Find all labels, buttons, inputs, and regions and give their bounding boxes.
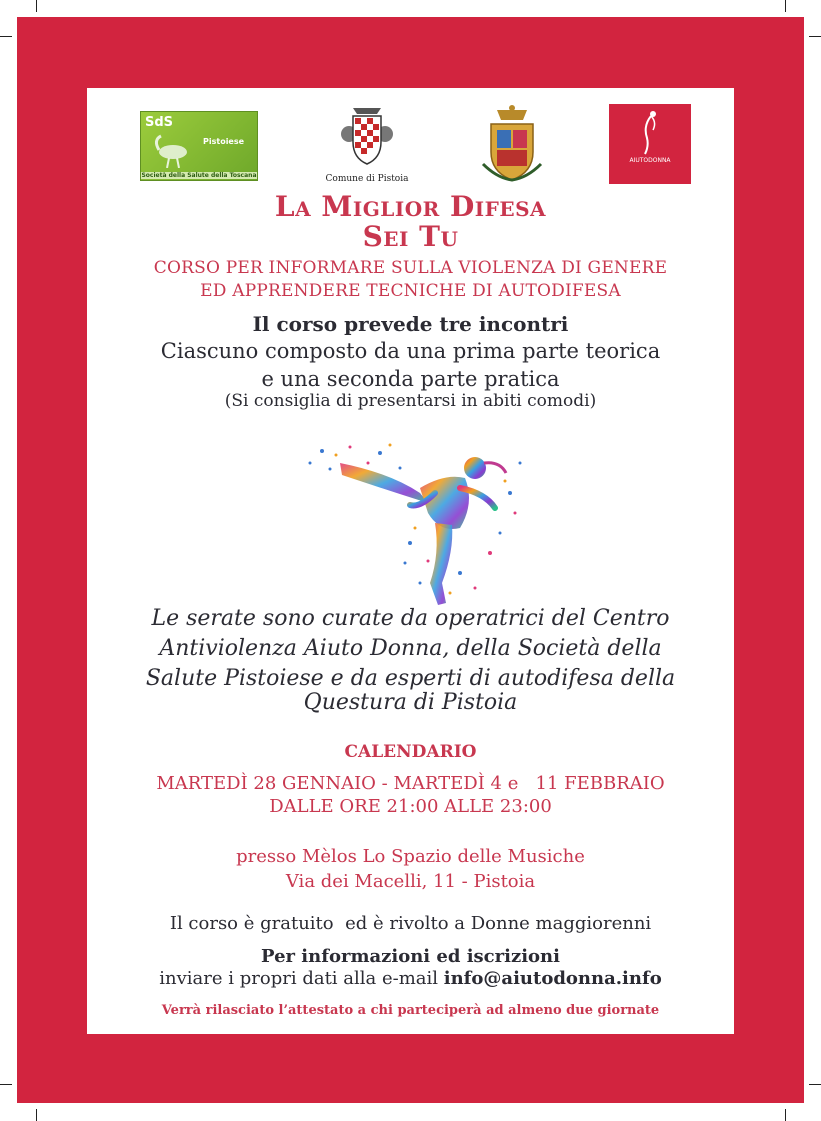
organizers-line-4: Questura di Pistoia bbox=[303, 690, 518, 715]
organizers-line-2: Antiviolenza Aiuto Donna, della Società della bbox=[159, 636, 662, 661]
crop-mark bbox=[0, 36, 12, 37]
contact-text: inviare i propri dati alla e-mail bbox=[159, 968, 444, 989]
crop-mark bbox=[36, 1109, 37, 1121]
free-course-note: Il corso è gratuito ed è rivolto a Donne maggiorenni bbox=[169, 913, 652, 934]
crop-mark bbox=[0, 1084, 12, 1085]
subtitle-line-2: ED APPRENDERE TECNICHE DI AUTODIFESA bbox=[200, 281, 621, 301]
crop-mark bbox=[809, 1084, 821, 1085]
contact-line bbox=[87, 968, 734, 989]
description-line-2: e una seconda parte pratica bbox=[261, 367, 560, 391]
sds-name: Pistoiese bbox=[203, 137, 245, 146]
aiutodonna-label: AIUTODONNA bbox=[629, 157, 671, 164]
crop-mark bbox=[785, 1109, 786, 1121]
calendar-heading: CALENDARIO bbox=[344, 742, 477, 762]
subtitle-line-1: CORSO PER INFORMARE SULLA VIOLENZA DI GENERE bbox=[153, 258, 668, 278]
crop-mark bbox=[785, 0, 786, 12]
martial-arts-kick-illustration bbox=[270, 433, 570, 613]
venue-name: presso Mèlos Lo Spazio delle Musiche bbox=[236, 846, 585, 867]
comune-label: Comune di Pistoia bbox=[325, 174, 409, 184]
comune-crest-icon bbox=[337, 104, 397, 166]
contact-email-link[interactable]: info@aiutodonna.info bbox=[443, 968, 662, 989]
organizers-line-3: Salute Pistoiese e da esperti di autodifesa della bbox=[145, 666, 676, 691]
woman-silhouette-icon bbox=[609, 108, 691, 158]
calendar-dates: MARTEDÌ 28 GENNAIO - MARTEDÌ 4 e 11 FEBBRAIO bbox=[156, 773, 665, 794]
poster-title-line-2: Sei Tu bbox=[362, 220, 459, 253]
description-line-1: Ciascuno composto da una prima parte teorica bbox=[160, 339, 661, 363]
clothing-advice: (Si consiglia di presentarsi in abiti comodi) bbox=[224, 391, 597, 411]
sds-logo bbox=[140, 111, 258, 181]
crop-mark bbox=[809, 36, 821, 37]
venue-address: Via dei Macelli, 11 - Pistoia bbox=[285, 871, 536, 892]
contact-heading: Per informazioni ed iscrizioni bbox=[261, 946, 560, 967]
course-heading: Il corso prevede tre incontri bbox=[252, 312, 569, 336]
police-crest-icon bbox=[477, 104, 547, 184]
sds-mark: SdS bbox=[145, 115, 174, 130]
poster-panel bbox=[87, 88, 734, 1034]
certificate-note: Verrà rilasciato l’attestato a chi parteciperà ad almeno due giornate bbox=[161, 1003, 660, 1018]
crop-mark bbox=[36, 0, 37, 12]
polizia-logo bbox=[477, 104, 547, 184]
sds-caption: Società della Salute della Toscana bbox=[141, 172, 257, 179]
organizers-line-1: Le serate sono curate da operatrici del Centro bbox=[151, 606, 670, 631]
comune-logo bbox=[319, 104, 415, 184]
calendar-time: DALLE ORE 21:00 ALLE 23:00 bbox=[269, 796, 552, 817]
aiutodonna-logo bbox=[609, 104, 691, 184]
poster-title-line-1: La Miglior Difesa bbox=[274, 190, 547, 223]
heron-icon bbox=[147, 132, 197, 168]
